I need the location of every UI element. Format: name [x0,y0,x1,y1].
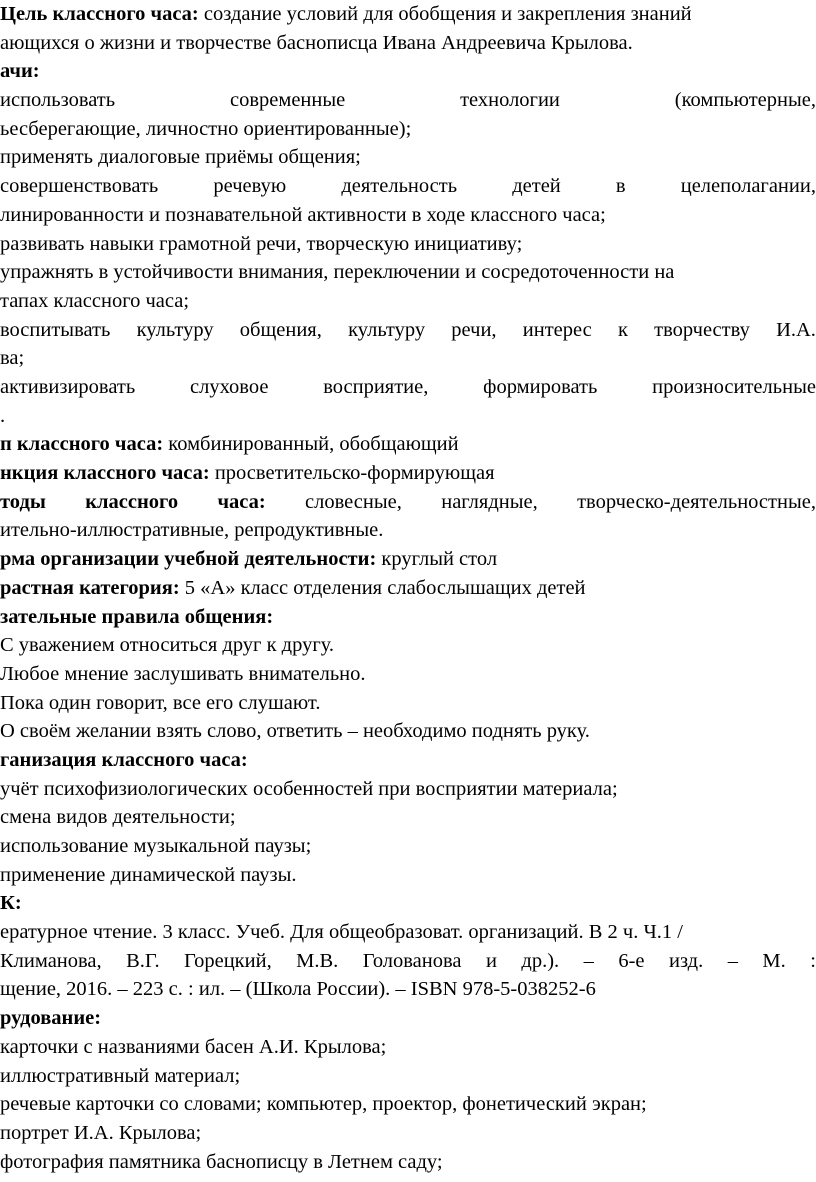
task-item-technologies: использовать современные технологии (компьютерные, [0,89,816,112]
organization-item-activity-change: смена видов деятельности; [0,806,236,829]
rules-heading: зательные правила общения: [0,605,274,628]
task-item-perception: активизировать слуховое восприятие, формировать произносительные [0,376,816,398]
goal-line: Цель классного часа: создание условий для обобщения и закрепления знаний [0,3,692,25]
umk-reference-line: ературное чтение. 3 класс. Учеб. Для общеобразоват. организаций. В 2 ч. Ч.1 / [0,921,683,944]
task-item-culture: воспитывать культуру общения, культуру речи, интерес к творчеству И.А. [0,318,816,341]
task-item-perception-cont: . [0,404,6,427]
goal-line-cont: ающихся о жизни и творчестве баснописца Ивана Андреевича Крылова. [0,31,633,54]
organization-item-music-pause: использование музыкальной паузы; [0,835,312,857]
organization-item-psycho: учёт психофизиологических особенностей при восприятии материала; [0,777,618,800]
task-item-attention: упражнять в устойчивости внимания, переключении и сосредоточенности на [0,261,675,284]
task-item-attention-cont: тапах классного часа; [0,289,190,312]
equipment-item-speech-cards: речевые карточки со словами; компьютер, проектор, фонетический экран; [0,1093,647,1116]
equipment-item-illustrations: иллюстративный материал; [0,1064,241,1087]
umk-heading: К: [0,892,22,915]
lesson-methods-line: тоды классного часа: словесные, наглядные, творческо-деятельностные, [0,490,816,513]
lesson-methods-cont: ительно-иллюстративные, репродуктивные. [0,519,384,542]
umk-reference-publisher: щение, 2016. – 223 с. : ил. – (Школа России). – ISBN 978-5-038252-6 [0,978,596,1001]
task-item-culture-cont: ва; [0,347,25,370]
equipment-item-cards: карточки с названиями басен А.И. Крылова; [0,1035,387,1058]
rule-item-one-speaks: Пока один говорит, все его слушают. [0,691,321,714]
task-item-dialog: применять диалоговые приёмы общения; [0,146,361,169]
lesson-function-line: нкция классного часа: просветительско-формирующая [0,462,495,484]
task-item-speech-cont: линированности и познавательной активности в ходе классного часа; [0,203,606,226]
age-category-line: растная категория: 5 «А» класс отделения слабослышащих детей [0,576,586,599]
equipment-item-portrait: портрет И.А. Крылова; [0,1121,202,1144]
equipment-heading: рудование: [0,1007,102,1030]
activity-form-line: рма организации учебной деятельности: круглый стол [0,548,498,571]
lesson-type-line: п классного часа: комбинированный, обобщающий [0,433,459,456]
tasks-heading: ачи: [0,60,40,83]
task-item-literacy: развивать навыки грамотной речи, творческую инициативу; [0,232,523,255]
task-item-technologies-cont: ьесберегающие, личностно ориентированные); [0,117,412,140]
rule-item-raise-hand: О своём желании взять слово, ответить – необходимо поднять руку. [0,720,590,743]
organization-heading: ганизация классного часа: [0,748,248,771]
task-item-speech: совершенствовать речевую деятельность детей в целеполагании, [0,175,816,198]
umk-reference-authors: Климанова, В.Г. Горецкий, М.В. Голованова и др.). – 6-е изд. – М. : [0,949,816,972]
rule-item-respect: С уважением относиться друг к другу. [0,634,335,657]
rule-item-listen: Любое мнение заслушивать внимательно. [0,662,366,685]
equipment-item-monument-photo: фотография памятника баснописцу в Летнем саду; [0,1150,443,1173]
organization-item-dynamic-pause: применение динамической паузы. [0,863,297,886]
